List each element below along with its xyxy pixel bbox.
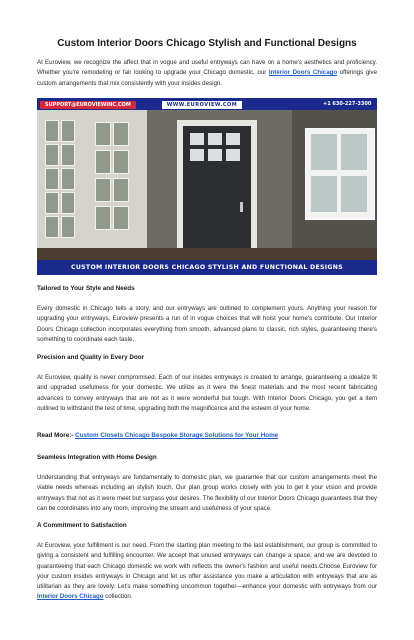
banner-phone: +1 630-227-3300	[323, 101, 372, 107]
photo-pane	[113, 206, 129, 230]
intro-text-before: At Euroview, we recognize the affect that in vogue and useful entryways can have on a home's aesthetics and proficiency. Whether you're remodeling or fair looking to upgrade your Chicago domestic, our	[37, 59, 377, 77]
section-heading: A Commitment to Satisfaction	[37, 522, 127, 529]
section-body: At Euroview, quality is never compromised. Each of our insides entryways is created to arrange, guaranteeing a idealize fit and upgraded usefulness for your domestic. We utilize as it were the finest materials and the most recent fabricating advances to convey entryways that are not as it were wonderful but tough. With Interior Doors Chicago, you get a item outlined to withstand the test of time, upgrading both the magnificence and the esteem of your home.	[37, 374, 377, 412]
photo-pane	[45, 192, 59, 214]
window-pane	[311, 134, 337, 170]
intro-text-after: offerings give custom arrangements that mix consistently with your insides design.	[37, 69, 378, 87]
photo-pane	[61, 168, 75, 190]
photo-pane	[45, 168, 59, 190]
photo-pane	[61, 144, 75, 166]
closing-text-after: collection.	[103, 593, 133, 601]
closing-text-before: At Euroview, your fulfillment is our need. From the starting plan meeting to the last establishment, our group is committed to giving a consistent and fulfilling encounter. We accept that unused entryways can change a space, and we are devoted to guaranteeing that each Chicago domestic we work with reflects the owner's fashion and useful needs.Choose Euroview for your custom insides entryways in Chicago and let us offer assistance you make a articulation with entryways that are as utilitarian as they are lovely. Let's make something uncommon together—enhance your domestic with entryways from our	[37, 542, 377, 591]
photo-pane	[61, 120, 75, 142]
door-handle	[240, 202, 243, 212]
banner-website: WWW.EUROVIEW.COM	[162, 101, 242, 109]
photo-front-door	[183, 126, 251, 260]
banner-email: SUPPORT@EUROVIEWINC.COM	[40, 101, 136, 109]
section-heading: Tailored to Your Style and Needs	[37, 285, 135, 292]
photo-pane	[113, 150, 129, 174]
closing-paragraph	[37, 541, 377, 603]
photo-floor	[37, 248, 377, 260]
photo-pane	[45, 216, 59, 238]
read-more-label: Read More:-	[37, 432, 76, 439]
photo-pane	[95, 150, 111, 174]
section-body: Understanding that entryways are fundamentally to domestic plan, we guarantee that our custom arrangements meet the viable needs whereas including an stylish touch. Our plan group works closely with you to get it your vision and provide entryways that not as it were meet but surpass your desires. The flexibility of our Interior Doors Chicago guarantees that they can be coordinates into any room, improving the stream and usefulness of your space.	[37, 474, 377, 512]
page-title: Custom Interior Doors Chicago Stylish and Functional Designs	[57, 38, 357, 49]
photo-pane	[61, 192, 75, 214]
photo-pane	[95, 178, 111, 202]
door-glass-pane	[226, 149, 240, 161]
window-pane	[311, 176, 337, 212]
photo-pane	[45, 120, 59, 142]
photo-pane	[113, 178, 129, 202]
photo-french-doors	[37, 110, 147, 260]
door-glass-pane	[226, 133, 240, 145]
door-photo	[37, 110, 377, 260]
photo-pane	[95, 206, 111, 230]
window-pane	[341, 134, 367, 170]
door-glass-pane	[208, 149, 222, 161]
section-body: Every domestic in Chicago tells a story, and our entryways are outlined to complement yours. Anything your reason for upgrading your entryways, Euroview presents a run of in vogue choices that will hoist your home's contribute. Our Interior Doors Chicago collection incorporates everything from smooth, advanced plans to classic, rich styles, guaranteeing there's something to coordinate each taste.	[37, 305, 377, 343]
banner-image	[37, 98, 377, 275]
intro-paragraph	[37, 58, 377, 89]
window-pane	[341, 176, 367, 212]
banner-contact-bar	[37, 98, 377, 110]
door-glass-pane	[190, 149, 204, 161]
interior-doors-link[interactable]: Interior Doors Chicago	[37, 593, 104, 601]
photo-pane	[95, 122, 111, 146]
photo-pane	[61, 216, 75, 238]
door-glass-pane	[190, 133, 204, 145]
door-glass-pane	[208, 133, 222, 145]
photo-window	[305, 128, 375, 220]
photo-pane	[45, 144, 59, 166]
read-more-line	[37, 432, 377, 439]
custom-closets-link[interactable]: Custom Closets Chicago Bespoke Storage Solutions for Your Home	[75, 432, 279, 439]
photo-pane	[113, 122, 129, 146]
banner-caption: CUSTOM INTERIOR DOORS CHICAGO STYLISH AND FUNCTIONAL DESIGNS	[37, 260, 377, 275]
section-heading: Seamless Integration with Home Design	[37, 454, 157, 461]
section-heading: Precision and Quality in Every Door	[37, 354, 145, 361]
interior-doors-link[interactable]: Interior Doors Chicago	[268, 69, 338, 77]
